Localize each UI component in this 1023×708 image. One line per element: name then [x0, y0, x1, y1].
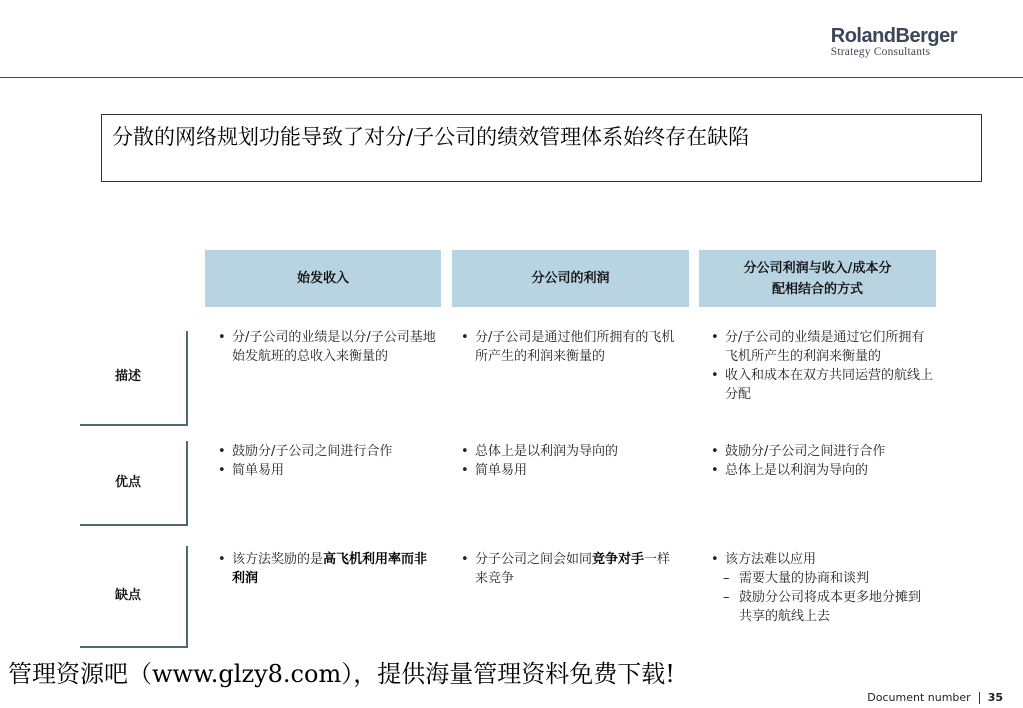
cell-description-3: [711, 328, 933, 404]
logo-wordmark: RolandBerger: [830, 25, 957, 47]
cell-disadvantages-2: [461, 550, 683, 588]
column-header-2-label: 分公司的利润: [531, 271, 610, 286]
document-number-label: Document number: [867, 691, 971, 704]
list-item: • 总体上是以利润为导向的: [711, 461, 933, 480]
row-label-advantages-text: 优点: [114, 475, 141, 490]
footer: [867, 691, 1003, 704]
column-header-2: [452, 250, 689, 307]
cell-advantages-1: [218, 442, 440, 480]
footer-divider: [979, 692, 980, 704]
list-item: • 简单易用: [461, 461, 683, 480]
list-item: • 鼓励分/子公司之间进行合作: [218, 442, 440, 461]
cell-description-2: [461, 328, 683, 366]
list-item: • 简单易用: [218, 461, 440, 480]
row-label-description: [80, 331, 188, 426]
list-item: • 总体上是以利润为导向的: [461, 442, 683, 461]
cell-advantages-3: [711, 442, 933, 480]
row-label-advantages: [80, 441, 188, 526]
list-item: – 需要大量的协商和谈判: [711, 569, 933, 588]
list-item: • 分/子公司的业绩是以分/子公司基地始发航班的总收入来衡量的: [218, 328, 440, 366]
column-header-1-label: 始发收入: [296, 271, 349, 286]
list-item: • 该方法奖励的是高飞机利用率而非利润: [218, 550, 440, 588]
title-box: [101, 114, 982, 182]
row-label-disadvantages: [80, 546, 188, 648]
row-label-disadvantages-text: 缺点: [114, 588, 141, 603]
cell-disadvantages-3: [711, 550, 933, 626]
cell-description-1: [218, 328, 440, 366]
row-label-description-text: 描述: [114, 369, 141, 384]
page-number: 35: [987, 691, 1003, 704]
list-item: – 鼓励分公司将成本更多地分摊到共享的航线上去: [711, 588, 933, 626]
list-item: • 分/子公司的业绩是通过它们所拥有飞机所产生的利润来衡量的: [711, 328, 933, 366]
logo-tagline: Strategy Consultants: [830, 46, 931, 58]
list-item: • 鼓励分/子公司之间进行合作: [711, 442, 933, 461]
watermark-text: 管理资源吧（www.glzy8.com），提供海量管理资料免费下载!: [8, 660, 675, 688]
list-item: • 分/子公司是通过他们所拥有的飞机所产生的利润来衡量的: [461, 328, 683, 366]
list-item: • 收入和成本在双方共同运营的航线上分配: [711, 366, 933, 404]
column-header-3: [699, 250, 936, 307]
cell-advantages-2: [461, 442, 683, 480]
page-title: 分散的网络规划功能导致了对分/子公司的绩效管理体系始终存在缺陷: [112, 125, 750, 149]
header-rule: [0, 77, 1023, 78]
list-item: • 分子公司之间会如同竞争对手一样来竞争: [461, 550, 683, 588]
column-header-3-label: 分公司利润与收入/成本分配相结合的方式: [743, 260, 892, 297]
column-header-1: [205, 250, 441, 307]
list-item: • 该方法难以应用: [711, 550, 933, 569]
cell-disadvantages-1: [218, 550, 440, 588]
roland-berger-logo: [831, 26, 957, 58]
